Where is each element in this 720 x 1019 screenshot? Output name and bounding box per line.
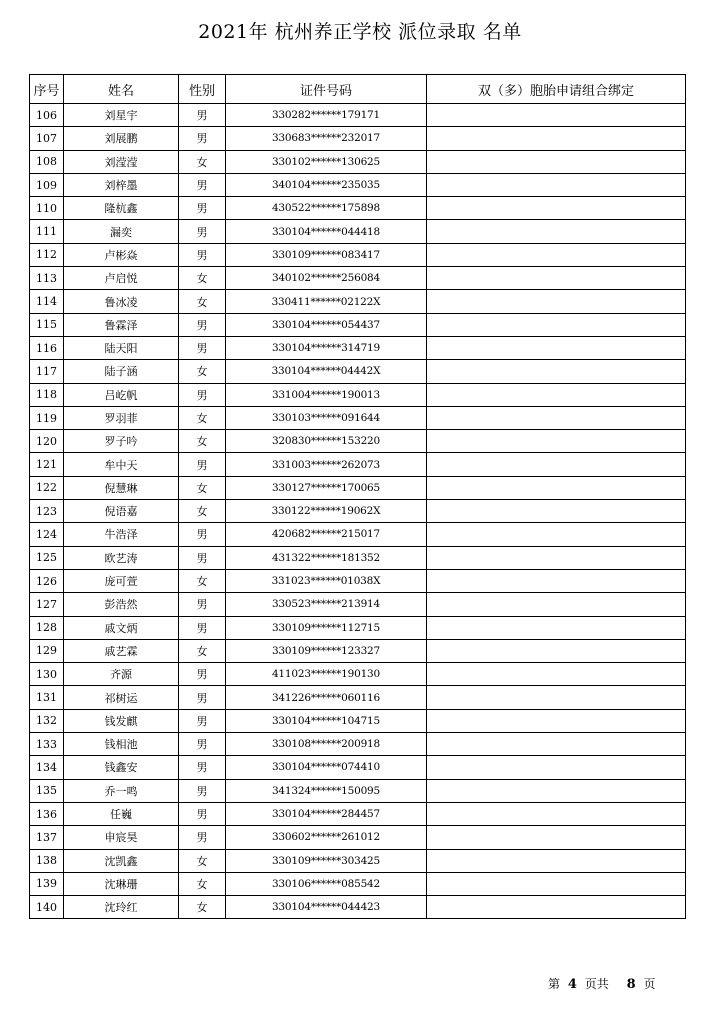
cell-id: 331003******262073 [226, 453, 427, 476]
cell-name: 倪慧琳 [64, 476, 179, 499]
cell-seq: 113 [30, 267, 64, 290]
table-row [30, 453, 686, 476]
table-row [30, 197, 686, 220]
cell-gender: 女 [179, 150, 226, 173]
cell-seq: 115 [30, 313, 64, 336]
cell-name: 乔一鸣 [64, 779, 179, 802]
cell-name: 沈玲红 [64, 896, 179, 919]
table-body [30, 104, 686, 919]
cell-gender: 女 [179, 360, 226, 383]
cell-seq: 126 [30, 569, 64, 592]
cell-gender: 男 [179, 593, 226, 616]
page-footer [548, 975, 655, 994]
cell-name: 齐源 [64, 663, 179, 686]
cell-seq: 134 [30, 756, 64, 779]
cell-seq: 121 [30, 453, 64, 476]
cell-id: 330109******083417 [226, 243, 427, 266]
cell-seq: 119 [30, 406, 64, 429]
cell-seq: 122 [30, 476, 64, 499]
cell-seq: 123 [30, 500, 64, 523]
table-row [30, 500, 686, 523]
table-row [30, 779, 686, 802]
cell-name: 刘展鹏 [64, 127, 179, 150]
cell-seq: 112 [30, 243, 64, 266]
cell-id: 330683******232017 [226, 127, 427, 150]
cell-seq: 127 [30, 593, 64, 616]
cell-twins [427, 802, 686, 825]
cell-gender: 女 [179, 872, 226, 895]
cell-twins [427, 243, 686, 266]
cell-gender: 女 [179, 476, 226, 499]
cell-id: 340102******256084 [226, 267, 427, 290]
table-row [30, 336, 686, 359]
cell-id: 330104******054437 [226, 313, 427, 336]
cell-seq: 110 [30, 197, 64, 220]
cell-gender: 女 [179, 267, 226, 290]
cell-name: 沈凯鑫 [64, 849, 179, 872]
cell-seq: 124 [30, 523, 64, 546]
cell-gender: 男 [179, 220, 226, 243]
header-name: 姓名 [64, 75, 179, 104]
cell-twins [427, 476, 686, 499]
table-row [30, 104, 686, 127]
cell-id: 320830******153220 [226, 430, 427, 453]
table-row [30, 616, 686, 639]
cell-twins [427, 826, 686, 849]
table-row [30, 313, 686, 336]
cell-gender: 男 [179, 686, 226, 709]
cell-name: 沈琳珊 [64, 872, 179, 895]
table-row [30, 127, 686, 150]
cell-twins [427, 197, 686, 220]
cell-seq: 117 [30, 360, 64, 383]
cell-twins [427, 663, 686, 686]
cell-name: 隆杭鑫 [64, 197, 179, 220]
cell-twins [427, 127, 686, 150]
cell-name: 牛浩泽 [64, 523, 179, 546]
cell-twins [427, 733, 686, 756]
cell-id: 330106******085542 [226, 872, 427, 895]
cell-id: 330523******213914 [226, 593, 427, 616]
cell-gender: 女 [179, 290, 226, 313]
cell-name: 任巍 [64, 802, 179, 825]
cell-gender: 男 [179, 802, 226, 825]
cell-name: 钱鑫安 [64, 756, 179, 779]
table-row [30, 523, 686, 546]
cell-seq: 136 [30, 802, 64, 825]
cell-twins [427, 756, 686, 779]
cell-name: 彭浩然 [64, 593, 179, 616]
cell-id: 340104******235035 [226, 173, 427, 196]
cell-gender: 女 [179, 569, 226, 592]
table-row [30, 639, 686, 662]
table-row [30, 896, 686, 919]
cell-name: 刘星宇 [64, 104, 179, 127]
cell-id: 430522******175898 [226, 197, 427, 220]
cell-twins [427, 406, 686, 429]
cell-name: 吕屹帆 [64, 383, 179, 406]
cell-id: 330109******112715 [226, 616, 427, 639]
cell-seq: 138 [30, 849, 64, 872]
table-row [30, 243, 686, 266]
header-id: 证件号码 [226, 75, 427, 104]
cell-gender: 女 [179, 430, 226, 453]
cell-id: 330602******261012 [226, 826, 427, 849]
cell-id: 330104******04442X [226, 360, 427, 383]
cell-seq: 125 [30, 546, 64, 569]
cell-id: 341324******150095 [226, 779, 427, 802]
cell-seq: 137 [30, 826, 64, 849]
cell-twins [427, 267, 686, 290]
cell-twins [427, 173, 686, 196]
table-row [30, 290, 686, 313]
cell-seq: 131 [30, 686, 64, 709]
cell-name: 庞可萱 [64, 569, 179, 592]
cell-seq: 129 [30, 639, 64, 662]
cell-name: 申宸昊 [64, 826, 179, 849]
cell-name: 漏奕 [64, 220, 179, 243]
cell-twins [427, 430, 686, 453]
cell-gender: 男 [179, 383, 226, 406]
cell-id: 330103******091644 [226, 406, 427, 429]
cell-seq: 128 [30, 616, 64, 639]
cell-seq: 106 [30, 104, 64, 127]
cell-name: 罗子吟 [64, 430, 179, 453]
cell-gender: 男 [179, 243, 226, 266]
cell-twins [427, 779, 686, 802]
cell-id: 330109******123327 [226, 639, 427, 662]
table-row [30, 849, 686, 872]
cell-gender: 男 [179, 826, 226, 849]
cell-gender: 男 [179, 779, 226, 802]
cell-name: 牟中天 [64, 453, 179, 476]
cell-gender: 女 [179, 896, 226, 919]
cell-id: 431322******181352 [226, 546, 427, 569]
cell-gender: 男 [179, 709, 226, 732]
cell-name: 鲁冰凌 [64, 290, 179, 313]
cell-gender: 男 [179, 127, 226, 150]
cell-id: 330104******044423 [226, 896, 427, 919]
cell-id: 341226******060116 [226, 686, 427, 709]
table-row [30, 733, 686, 756]
cell-twins [427, 849, 686, 872]
cell-name: 陆天阳 [64, 336, 179, 359]
cell-gender: 女 [179, 849, 226, 872]
table-row [30, 826, 686, 849]
cell-id: 330282******179171 [226, 104, 427, 127]
cell-name: 祁树运 [64, 686, 179, 709]
cell-seq: 108 [30, 150, 64, 173]
cell-twins [427, 336, 686, 359]
cell-seq: 130 [30, 663, 64, 686]
cell-gender: 男 [179, 663, 226, 686]
cell-twins [427, 383, 686, 406]
cell-gender: 男 [179, 546, 226, 569]
footer-total-pages: 8 [626, 977, 636, 992]
cell-seq: 140 [30, 896, 64, 919]
table-row [30, 569, 686, 592]
cell-twins [427, 896, 686, 919]
cell-twins [427, 872, 686, 895]
cell-seq: 109 [30, 173, 64, 196]
cell-gender: 女 [179, 500, 226, 523]
cell-seq: 132 [30, 709, 64, 732]
cell-id: 330127******170065 [226, 476, 427, 499]
cell-name: 钱发麒 [64, 709, 179, 732]
cell-seq: 139 [30, 872, 64, 895]
cell-id: 330102******130625 [226, 150, 427, 173]
table-row [30, 220, 686, 243]
cell-name: 钱相池 [64, 733, 179, 756]
table-row [30, 267, 686, 290]
footer-suffix: 页 [643, 977, 656, 991]
cell-gender: 男 [179, 197, 226, 220]
table-row [30, 360, 686, 383]
cell-name: 卢启悦 [64, 267, 179, 290]
table-row [30, 476, 686, 499]
cell-gender: 男 [179, 453, 226, 476]
table-row [30, 406, 686, 429]
cell-gender: 男 [179, 733, 226, 756]
cell-twins [427, 639, 686, 662]
cell-seq: 118 [30, 383, 64, 406]
cell-twins [427, 360, 686, 383]
cell-id: 420682******215017 [226, 523, 427, 546]
page-title: 2021年 杭州养正学校 派位录取 名单 [198, 21, 522, 43]
admission-table [29, 74, 686, 919]
cell-gender: 男 [179, 104, 226, 127]
cell-seq: 116 [30, 336, 64, 359]
table-row [30, 383, 686, 406]
cell-seq: 107 [30, 127, 64, 150]
table-row [30, 150, 686, 173]
cell-id: 330122******19062X [226, 500, 427, 523]
table-row [30, 872, 686, 895]
cell-id: 330104******044418 [226, 220, 427, 243]
cell-twins [427, 616, 686, 639]
cell-id: 330109******303425 [226, 849, 427, 872]
cell-gender: 女 [179, 639, 226, 662]
cell-twins [427, 546, 686, 569]
cell-id: 330104******074410 [226, 756, 427, 779]
cell-name: 卢彬焱 [64, 243, 179, 266]
cell-gender: 男 [179, 173, 226, 196]
cell-name: 罗羽菲 [64, 406, 179, 429]
cell-twins [427, 150, 686, 173]
cell-id: 331004******190013 [226, 383, 427, 406]
cell-twins [427, 290, 686, 313]
cell-id: 331023******01038X [226, 569, 427, 592]
cell-gender: 男 [179, 336, 226, 359]
table-row [30, 756, 686, 779]
table-row [30, 173, 686, 196]
cell-seq: 135 [30, 779, 64, 802]
header-seq: 序号 [30, 75, 64, 104]
footer-middle: 页共 [584, 977, 609, 991]
cell-name: 戚艺霖 [64, 639, 179, 662]
table-row [30, 430, 686, 453]
cell-name: 陆子涵 [64, 360, 179, 383]
cell-seq: 111 [30, 220, 64, 243]
cell-twins [427, 220, 686, 243]
cell-twins [427, 709, 686, 732]
table-header-row [30, 75, 686, 104]
cell-twins [427, 500, 686, 523]
table-row [30, 709, 686, 732]
cell-twins [427, 313, 686, 336]
cell-id: 330104******104715 [226, 709, 427, 732]
cell-twins [427, 686, 686, 709]
cell-twins [427, 569, 686, 592]
cell-seq: 114 [30, 290, 64, 313]
cell-name: 倪语嘉 [64, 500, 179, 523]
cell-seq: 120 [30, 430, 64, 453]
cell-gender: 男 [179, 756, 226, 779]
cell-id: 330104******284457 [226, 802, 427, 825]
cell-gender: 女 [179, 406, 226, 429]
cell-twins [427, 104, 686, 127]
cell-name: 欧艺涛 [64, 546, 179, 569]
footer-prefix: 第 [548, 977, 561, 991]
table-row [30, 802, 686, 825]
cell-id: 330108******200918 [226, 733, 427, 756]
header-twins: 双（多）胞胎申请组合绑定 [427, 75, 686, 104]
cell-id: 330411******02122X [226, 290, 427, 313]
cell-id: 330104******314719 [226, 336, 427, 359]
footer-page-number: 4 [567, 977, 577, 992]
cell-name: 刘滢滢 [64, 150, 179, 173]
cell-gender: 男 [179, 523, 226, 546]
cell-twins [427, 593, 686, 616]
cell-id: 411023******190130 [226, 663, 427, 686]
cell-twins [427, 523, 686, 546]
cell-name: 戚文炳 [64, 616, 179, 639]
cell-name: 刘梓墨 [64, 173, 179, 196]
table-row [30, 593, 686, 616]
cell-gender: 男 [179, 616, 226, 639]
cell-seq: 133 [30, 733, 64, 756]
table-row [30, 546, 686, 569]
cell-name: 鲁霖泽 [64, 313, 179, 336]
table-row [30, 686, 686, 709]
table-row [30, 663, 686, 686]
header-gender: 性别 [179, 75, 226, 104]
cell-gender: 男 [179, 313, 226, 336]
cell-twins [427, 453, 686, 476]
